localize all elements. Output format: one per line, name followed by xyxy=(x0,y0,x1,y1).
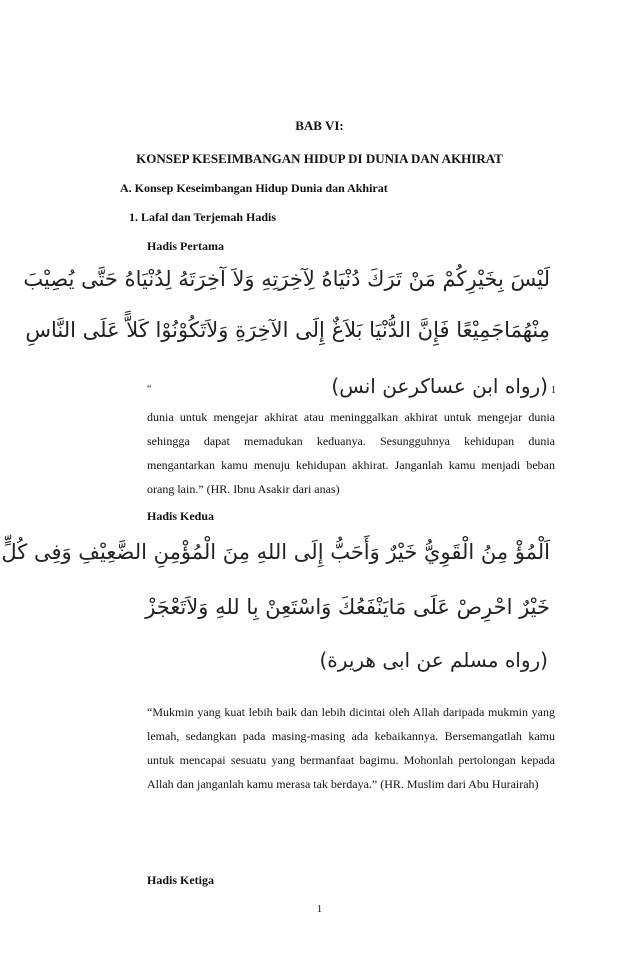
hadis-1-arabic-line-2: مِنْهُمَاجَمِيْعًا فَإِنَّ الدُّنْيَا بَلاَغٌ إِلَى الآخِرَةِ وَلاَتَكُوْنُوْا كَلاًّ عَلَى النَّاسِ xyxy=(25,318,550,342)
section-a-heading: A. Konsep Keseimbangan Hidup Dunia dan Akhirat xyxy=(120,181,388,195)
hadis-2-translation: “Mukmin yang kuat lebih baik dan lebih dicintai oleh Allah daripada mukmin yang lemah, sedangkan pada masing-masing ada kebaikannya. Bersemangatlah kamu untuk mencapai sesuatu yang bermanfaat bagimu. Mohonlah pertolongan kepada Allah dan janganlah kamu merasa tak berdaya.” (HR. Muslim dari Abu Hurairah) xyxy=(147,705,555,791)
hadis-2-arabic-line-1: اَلْمُؤْ مِنُ الْقَوِيُّ خَيْرٌ وَأَحَبُّ إِلَى اللهِ مِنَ الْمُؤْمِنِ الضَّعِيْفِ وَفِى كُلٍّ xyxy=(1,540,550,564)
hadis-2-arabic-line-2: خَيْرٌ احْرِصْ عَلَى مَايَنْفَعُكَ وَاسْتَعِنْ بِا للهِ وَلاَتَعْجَزْ xyxy=(145,595,550,619)
hadis-1-translation: dunia untuk mengejar akhirat atau meninggalkan akhirat untuk mengejar dunia sehingga dapat memadukan keduanya. Sesungguhnya kehidupan dunia mengantarkan kamu menuju kehidupan akhirat. Janganlah kamu menjadi beban orang lain.” (HR. Ibnu Asakir dari anas) xyxy=(147,410,555,496)
hadis-1-arabic-line-1: لَيْسَ بِخَيْرِكُمْ مَنْ تَرَكَ دُنْيَاهُ لِآخِرَتِهِ وَلاَ آخِرَتَهُ لِدُنْيَاهُ حَتَّى يُصِيْبَ xyxy=(23,267,550,291)
hadis-1-title: Hadis Pertama xyxy=(147,239,224,253)
hadis-1-quote-mark: “ xyxy=(147,384,152,395)
hadis-1-arabic-source: (رواه ابن عساكرعن انس) xyxy=(331,374,548,398)
chapter-subtitle: KONSEP KESEIMBANGAN HIDUP DI DUNIA DAN AKHIRAT xyxy=(136,151,503,166)
footnote-marker: 1 xyxy=(551,385,556,396)
page-number: 1 xyxy=(316,903,323,915)
chapter-title: BAB VI: xyxy=(295,118,344,133)
subsection-1-heading: 1. Lafal dan Terjemah Hadis xyxy=(129,210,277,224)
hadis-3-title: Hadis Ketiga xyxy=(147,873,215,887)
hadis-2-title: Hadis Kedua xyxy=(147,509,215,523)
hadis-2-arabic-source: (رواه مسلم عن ابى هريرة) xyxy=(319,648,548,672)
